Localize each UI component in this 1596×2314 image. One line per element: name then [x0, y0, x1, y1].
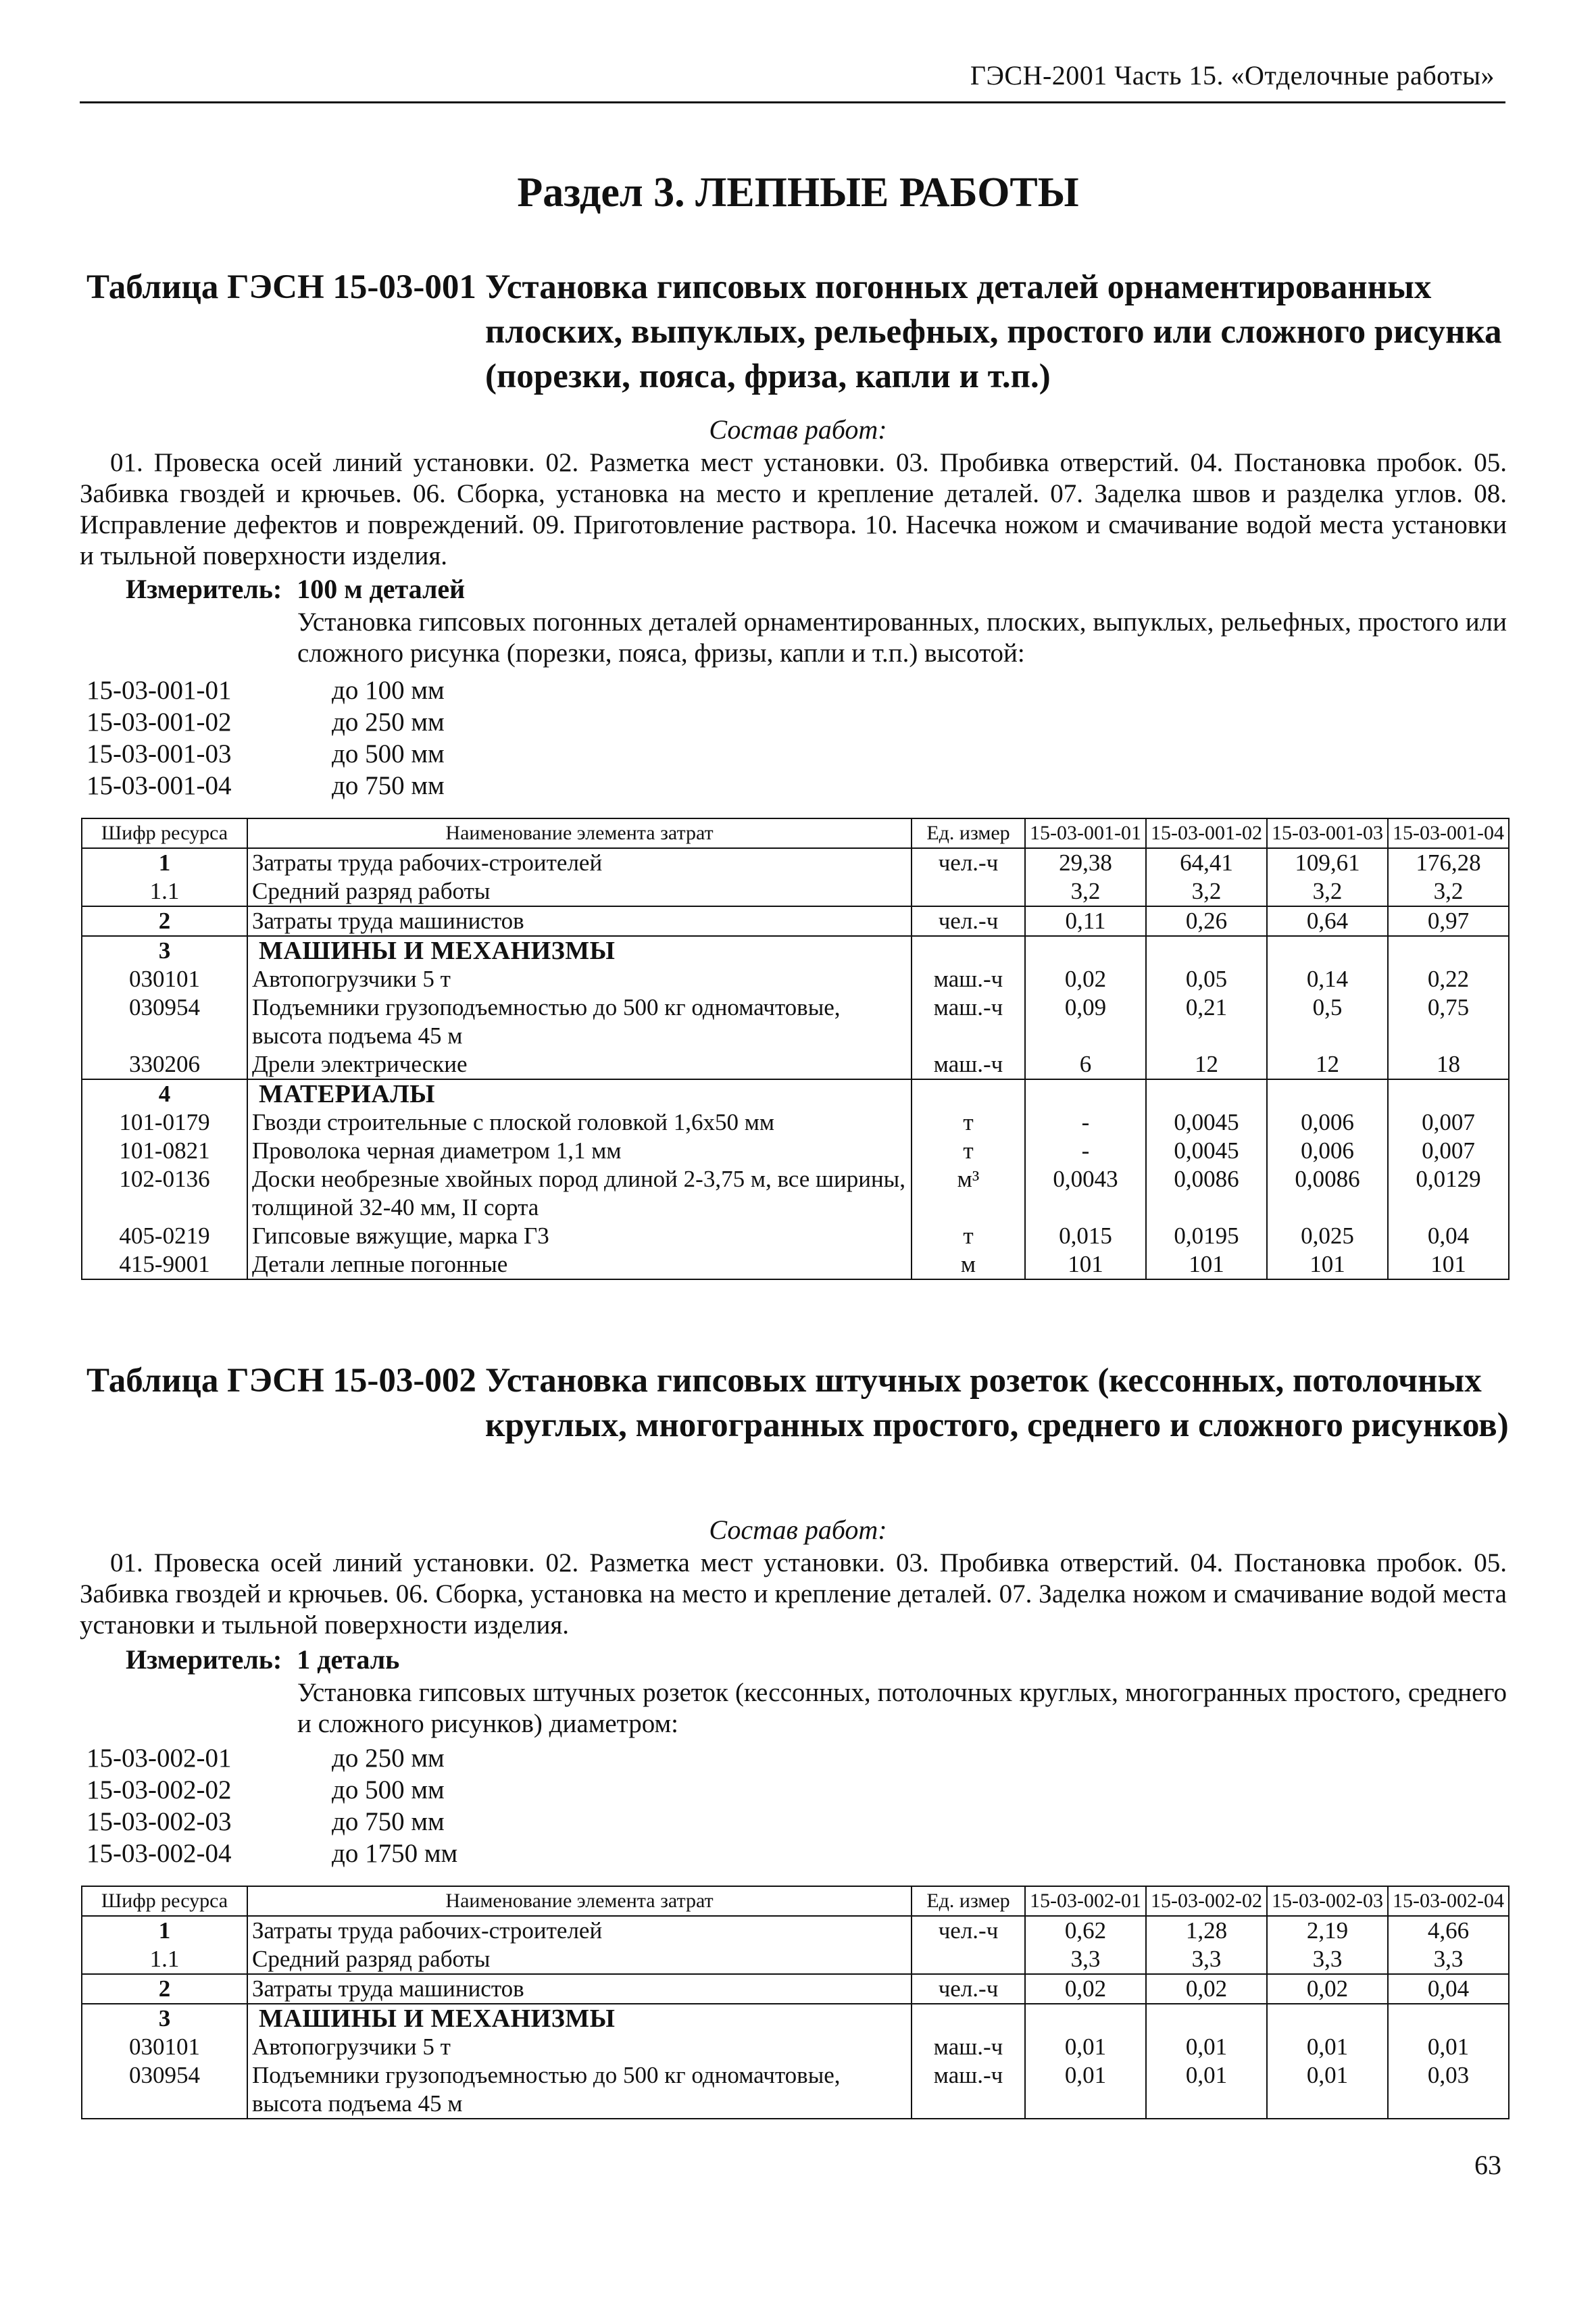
cell-value: 0,0045 [1146, 1137, 1267, 1165]
cell-name: Детали лепные погонные [247, 1250, 912, 1279]
cell-value: 101 [1025, 1250, 1146, 1279]
table-1-intro: Установка гипсовых погонных деталей орнаментированных, плоских, выпуклых, рельефных, простого или сложного рисунка (порезки, пояса, фризы, капли и т.п.) высотой: [297, 608, 1507, 668]
cell-name: Проволока черная диаметром 1,1 мм [247, 1137, 912, 1165]
table-2-measure [126, 1644, 399, 1675]
table-row [82, 877, 1509, 906]
column-header-unit: Ед. измер [912, 1886, 1025, 1916]
cell-value: 0,02 [1025, 1974, 1146, 2004]
cell-name: Подъемники грузоподъемностью до 500 кг одномачтовые, высота подъема 45 м [247, 993, 912, 1050]
code-description: до 750 мм [332, 771, 445, 800]
cell-unit: т [912, 1108, 1025, 1137]
cell-value: 0,5 [1267, 993, 1388, 1050]
code-description: до 500 мм [332, 1775, 445, 1804]
cell-unit: чел.-ч [912, 848, 1025, 877]
table-row [82, 993, 1509, 1050]
column-header-value: 15-03-001-04 [1388, 818, 1509, 848]
page-number: 63 [1474, 2150, 1501, 2180]
table-row [82, 965, 1509, 993]
cell-value: 0,03 [1388, 2061, 1509, 2119]
cell-value: 0,64 [1267, 906, 1388, 936]
cell-name: Затраты труда рабочих-строителей [247, 848, 912, 877]
cell-value: 0,006 [1267, 1137, 1388, 1165]
cell-value: 3,3 [1267, 1945, 1388, 1974]
cell-code: 101-0179 [82, 1108, 247, 1137]
cell-value: 2,19 [1267, 1916, 1388, 1945]
column-header-value: 15-03-001-03 [1267, 818, 1388, 848]
cell-code: 1 [82, 848, 247, 877]
cell-value: 0,26 [1146, 906, 1267, 936]
cell-code: 030954 [82, 2061, 247, 2119]
cell-name: Дрели электрические [247, 1050, 912, 1079]
table-row [82, 1974, 1509, 2004]
table-1-heading [86, 265, 1512, 400]
cell-value: 0,0086 [1146, 1165, 1267, 1222]
table-row [82, 1165, 1509, 1222]
code-number: 15-03-001-01 [86, 676, 232, 705]
cell-unit [912, 1079, 1025, 1108]
cell-name: Гвозди строительные с плоской головкой 1,6х50 мм [247, 1108, 912, 1137]
cell-value: 101 [1267, 1250, 1388, 1279]
table-2-composition: 01. Провеска осей линий установки. 02. Разметка мест установки. 03. Пробивка отверстий. 04. Постановка пробок. 05. Забивка гвоздей и крючьев. 06. Сборка, установка на место и крепление деталей. 07. Заделка ножом и смачивание водой места установки и тыльной поверхности изделия. [80, 1548, 1507, 1640]
cell-unit: т [912, 1222, 1025, 1250]
cell-code: 2 [82, 1974, 247, 2004]
cell-code: 405-0219 [82, 1222, 247, 1250]
cell-value: 0,0195 [1146, 1222, 1267, 1250]
cell-value: 0,05 [1146, 965, 1267, 993]
cell-value: 0,21 [1146, 993, 1267, 1050]
column-header-value: 15-03-002-03 [1267, 1886, 1388, 1916]
table-2-measure-label: Измеритель: [126, 1644, 282, 1675]
code-number: 15-03-002-04 [86, 1839, 232, 1868]
running-header: ГЭСН-2001 Часть 15. «Отделочные работы» [970, 60, 1495, 91]
cell-unit [912, 1945, 1025, 1974]
table-row [82, 1050, 1509, 1079]
cell-code: 1.1 [82, 877, 247, 906]
cell-unit: маш.-ч [912, 993, 1025, 1050]
cell-name: Затраты труда машинистов [247, 1974, 912, 2004]
code-number: 15-03-001-02 [86, 708, 232, 737]
cell-value: 0,97 [1388, 906, 1509, 936]
code-description: до 750 мм [332, 1807, 445, 1836]
table-1-composition: 01. Провеска осей линий установки. 02. Разметка мест установки. 03. Пробивка отверстий. 04. Постановка пробок. 05. Забивка гвоздей и крючьев. 06. Сборка, установка на место и крепление деталей. 07. Заделка швов и разделка углов. 08. Исправление дефектов и повреждений. 09. Приготовление раствора. 10. Насечка ножом и смачивание водой места установки и тыльной поверхности изделия. [80, 448, 1507, 570]
table-row [82, 2061, 1509, 2119]
cell-value: - [1025, 1108, 1146, 1137]
cell-name: Затраты труда машинистов [247, 906, 912, 936]
cell-value [1025, 1079, 1146, 1108]
cell-value: 101 [1388, 1250, 1509, 1279]
cell-value: 0,006 [1267, 1108, 1388, 1137]
cell-value: 29,38 [1025, 848, 1146, 877]
cell-value [1267, 2004, 1388, 2033]
cell-value: 0,04 [1388, 1974, 1509, 2004]
table-1-measure-value: 100 м деталей [297, 574, 466, 604]
header-rule [80, 101, 1505, 103]
cell-value [1388, 2004, 1509, 2033]
cell-value: 0,0129 [1388, 1165, 1509, 1222]
cell-value: 0,02 [1025, 965, 1146, 993]
cell-value [1025, 2004, 1146, 2033]
resource-table-2 [81, 1886, 1510, 2119]
cell-value: 0,025 [1267, 1222, 1388, 1250]
resource-table-1 [81, 818, 1510, 1280]
cell-value [1388, 1079, 1509, 1108]
cell-value: 3,2 [1146, 877, 1267, 906]
column-header-value: 15-03-002-02 [1146, 1886, 1267, 1916]
cell-code: 3 [82, 2004, 247, 2033]
cell-code: 102-0136 [82, 1165, 247, 1222]
cell-value: 64,41 [1146, 848, 1267, 877]
cell-value [1146, 1079, 1267, 1108]
table-group-row [82, 2004, 1509, 2033]
cell-value [1267, 1079, 1388, 1108]
table-row [82, 1137, 1509, 1165]
group-heading: МАШИНЫ И МЕХАНИЗМЫ [247, 2004, 912, 2033]
cell-value: 0,01 [1267, 2061, 1388, 2119]
cell-value: 0,04 [1388, 1222, 1509, 1250]
table-1-number: Таблица ГЭСН 15-03-001 [86, 268, 476, 306]
cell-value: 3,3 [1388, 1945, 1509, 1974]
cell-value [1388, 936, 1509, 965]
table-row [82, 1250, 1509, 1279]
cell-value: 0,01 [1388, 2033, 1509, 2061]
group-heading: МАТЕРИАЛЫ [247, 1079, 912, 1108]
cell-name: Доски необрезные хвойных пород длиной 2-3,75 м, все ширины, толщиной 32-40 мм, II сорта [247, 1165, 912, 1222]
table-row [82, 906, 1509, 936]
cell-name: Затраты труда рабочих-строителей [247, 1916, 912, 1945]
cell-unit: маш.-ч [912, 965, 1025, 993]
cell-code: 030101 [82, 965, 247, 993]
cell-value: 0,0043 [1025, 1165, 1146, 1222]
section-title: Раздел 3. ЛЕПНЫЕ РАБОТЫ [517, 170, 1079, 216]
cell-value [1146, 2004, 1267, 2033]
cell-code: 4 [82, 1079, 247, 1108]
cell-unit: маш.-ч [912, 2061, 1025, 2119]
cell-unit [912, 936, 1025, 965]
cell-unit [912, 877, 1025, 906]
cell-code: 1 [82, 1916, 247, 1945]
cell-value: 3,2 [1267, 877, 1388, 906]
table-1-measure [126, 573, 465, 605]
table-1-composition-heading: Состав работ: [709, 414, 887, 445]
table-group-row [82, 936, 1509, 965]
cell-value: 3,3 [1025, 1945, 1146, 1974]
column-header-unit: Ед. измер [912, 818, 1025, 848]
cell-unit: чел.-ч [912, 1916, 1025, 1945]
column-header-code: Шифр ресурса [82, 818, 247, 848]
column-header-value: 15-03-002-04 [1388, 1886, 1509, 1916]
cell-unit: м³ [912, 1165, 1025, 1222]
code-number: 15-03-002-03 [86, 1807, 232, 1836]
cell-code: 030954 [82, 993, 247, 1050]
cell-value: 18 [1388, 1050, 1509, 1079]
code-description: до 250 мм [332, 708, 445, 737]
cell-name: Гипсовые вяжущие, марка Г3 [247, 1222, 912, 1250]
cell-code: 3 [82, 936, 247, 965]
cell-value: 1,28 [1146, 1916, 1267, 1945]
cell-code: 2 [82, 906, 247, 936]
cell-value: 0,01 [1267, 2033, 1388, 2061]
cell-value: 0,0086 [1267, 1165, 1388, 1222]
table-row [82, 848, 1509, 877]
cell-value: 101 [1146, 1250, 1267, 1279]
cell-name: Автопогрузчики 5 т [247, 965, 912, 993]
cell-value: 0,0045 [1146, 1108, 1267, 1137]
cell-value [1267, 936, 1388, 965]
cell-value: 0,11 [1025, 906, 1146, 936]
cell-unit: м [912, 1250, 1025, 1279]
cell-code: 330206 [82, 1050, 247, 1079]
column-header-value: 15-03-002-01 [1025, 1886, 1146, 1916]
cell-value [1146, 936, 1267, 965]
cell-unit: чел.-ч [912, 1974, 1025, 2004]
cell-value: 0,22 [1388, 965, 1509, 993]
cell-unit: маш.-ч [912, 1050, 1025, 1079]
cell-value: 12 [1267, 1050, 1388, 1079]
cell-value: 176,28 [1388, 848, 1509, 877]
cell-unit: т [912, 1137, 1025, 1165]
table-header-row [82, 818, 1509, 848]
column-header-name: Наименование элемента затрат [247, 818, 912, 848]
code-number: 15-03-002-01 [86, 1744, 232, 1773]
cell-value: 0,01 [1146, 2033, 1267, 2061]
column-header-name: Наименование элемента затрат [247, 1886, 912, 1916]
table-1-measure-label: Измеритель: [126, 574, 282, 604]
cell-value: 0,01 [1025, 2033, 1146, 2061]
code-description: до 500 мм [332, 739, 445, 768]
cell-value: 0,75 [1388, 993, 1509, 1050]
table-1-title: Установка гипсовых погонных деталей орнаментированных плоских, выпуклых, рельефных, простого или сложного рисунка (порезки, пояса, фриза, капли и т.п.) [485, 268, 1502, 395]
column-header-value: 15-03-001-01 [1025, 818, 1146, 848]
table-2-heading [86, 1358, 1512, 1494]
code-description: до 100 мм [332, 676, 445, 705]
cell-value: 0,007 [1388, 1108, 1509, 1137]
table-2-intro: Установка гипсовых штучных розеток (кессонных, потолочных круглых, многогранных простого, среднего и сложного рисунков) диаметром: [297, 1678, 1507, 1738]
cell-value: 4,66 [1388, 1916, 1509, 1945]
cell-code: 030101 [82, 2033, 247, 2061]
table-2-number: Таблица ГЭСН 15-03-002 [86, 1362, 476, 1400]
table-row [82, 1222, 1509, 1250]
cell-value: 3,2 [1025, 877, 1146, 906]
cell-value: 0,62 [1025, 1916, 1146, 1945]
cell-unit [912, 2004, 1025, 2033]
cell-value: 109,61 [1267, 848, 1388, 877]
code-description: до 250 мм [332, 1744, 445, 1773]
cell-value: 0,14 [1267, 965, 1388, 993]
cell-value: 0,02 [1146, 1974, 1267, 2004]
cell-code: 1.1 [82, 1945, 247, 1974]
cell-code: 101-0821 [82, 1137, 247, 1165]
cell-value: 0,02 [1267, 1974, 1388, 2004]
code-number: 15-03-001-03 [86, 739, 232, 768]
cell-name: Автопогрузчики 5 т [247, 2033, 912, 2061]
table-2-composition-heading: Состав работ: [709, 1515, 887, 1545]
cell-name: Подъемники грузоподъемностью до 500 кг одномачтовые, высота подъема 45 м [247, 2061, 912, 2119]
cell-value: 0,007 [1388, 1137, 1509, 1165]
cell-unit: маш.-ч [912, 2033, 1025, 2061]
cell-value: 3,3 [1146, 1945, 1267, 1974]
table-row [82, 1945, 1509, 1974]
group-heading: МАШИНЫ И МЕХАНИЗМЫ [247, 936, 912, 965]
cell-code: 415-9001 [82, 1250, 247, 1279]
code-number: 15-03-002-02 [86, 1775, 232, 1804]
cell-value: 0,09 [1025, 993, 1146, 1050]
table-group-row [82, 1079, 1509, 1108]
cell-unit: чел.-ч [912, 906, 1025, 936]
cell-value: - [1025, 1137, 1146, 1165]
code-description: до 1750 мм [332, 1839, 458, 1868]
cell-value: 0,01 [1025, 2061, 1146, 2119]
table-2-measure-value: 1 деталь [297, 1644, 400, 1675]
table-row [82, 2033, 1509, 2061]
code-number: 15-03-001-04 [86, 771, 232, 800]
table-header-row [82, 1886, 1509, 1916]
cell-value [1025, 936, 1146, 965]
table-row [82, 1916, 1509, 1945]
cell-value: 6 [1025, 1050, 1146, 1079]
table-2-title: Установка гипсовых штучных розеток (кессонных, потолочных круглых, многогранных простого, среднего и сложного рисунков) [485, 1362, 1509, 1444]
cell-name: Средний разряд работы [247, 877, 912, 906]
cell-value: 3,2 [1388, 877, 1509, 906]
cell-value: 12 [1146, 1050, 1267, 1079]
column-header-value: 15-03-001-02 [1146, 818, 1267, 848]
cell-value: 0,015 [1025, 1222, 1146, 1250]
column-header-code: Шифр ресурса [82, 1886, 247, 1916]
cell-value: 0,01 [1146, 2061, 1267, 2119]
table-row [82, 1108, 1509, 1137]
cell-name: Средний разряд работы [247, 1945, 912, 1974]
